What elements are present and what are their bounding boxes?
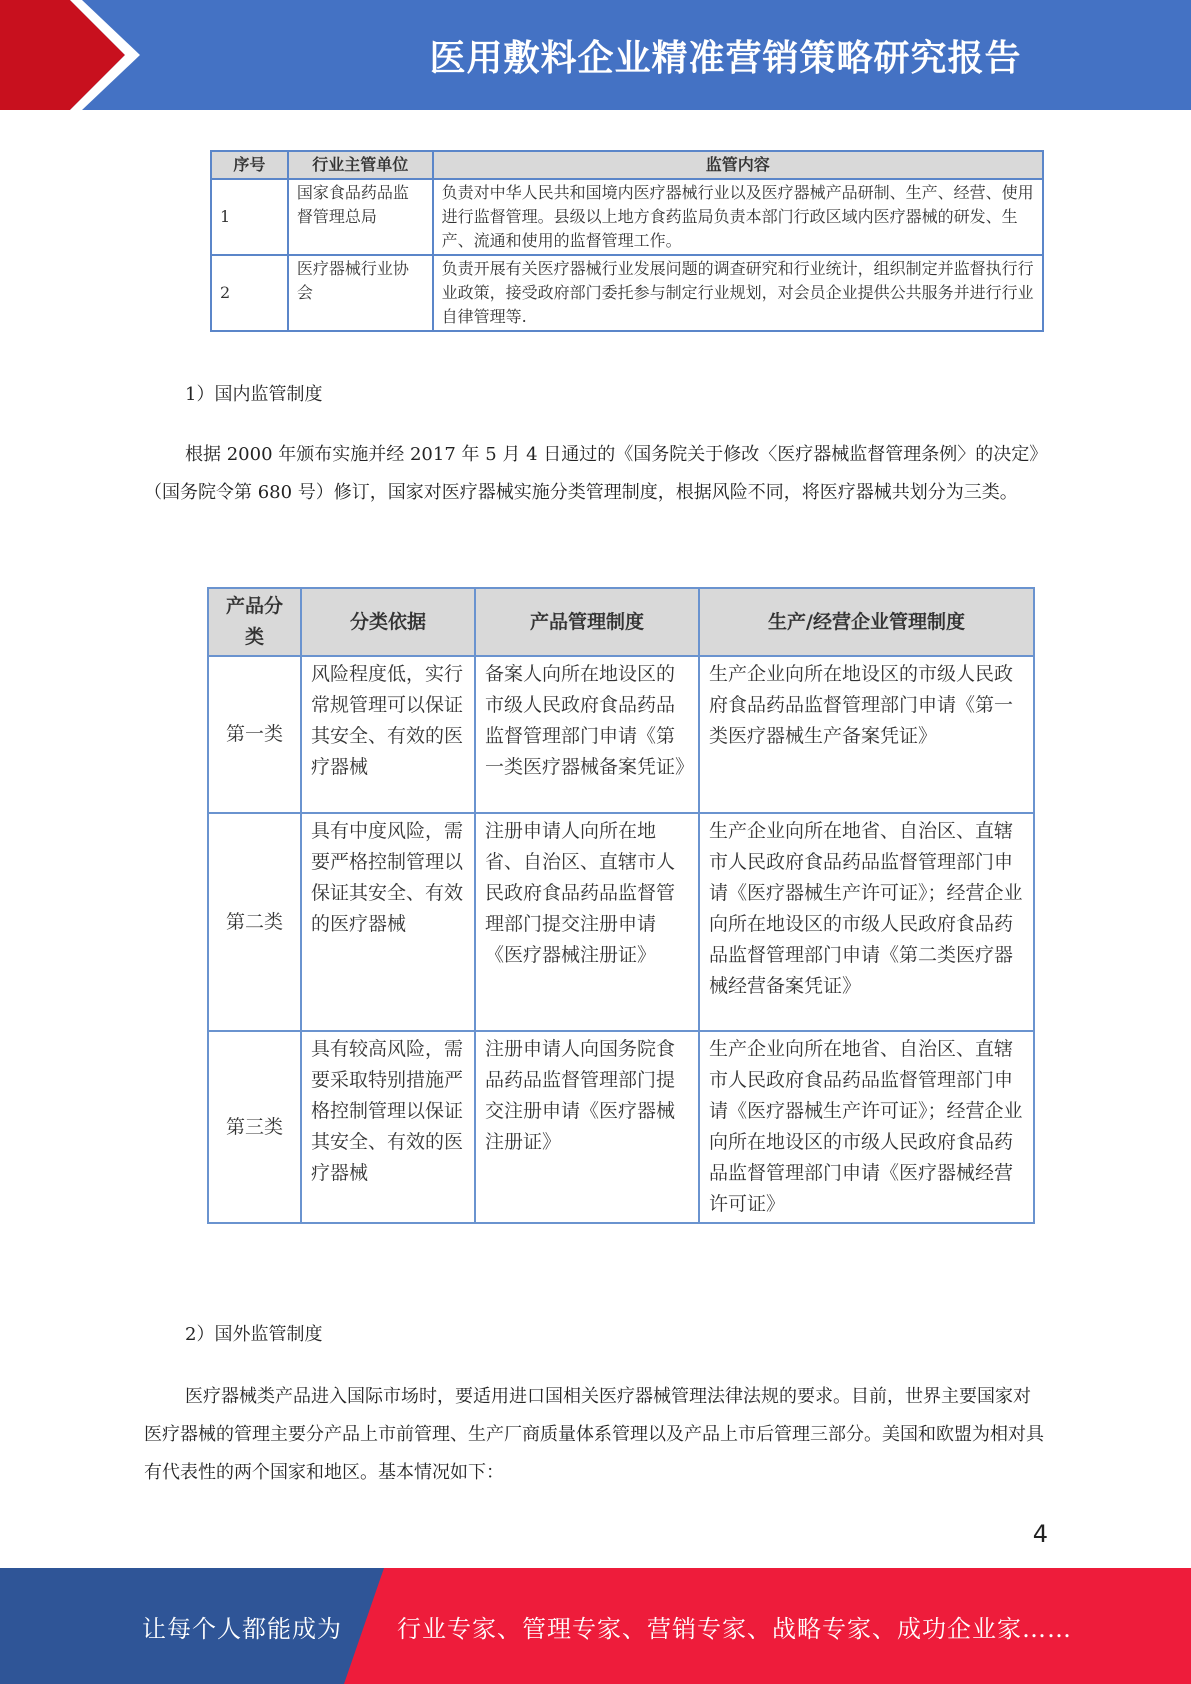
table-row [208, 1031, 1034, 1223]
footer-slogan-right: 行业专家、管理专家、营销专家、战略专家、成功企业家…… [397, 1614, 1072, 1643]
table-header-row [208, 588, 1034, 656]
row-content: 负责对中华人民共和国境内医疗器械行业以及医疗器械产品研制、生产、经营、使用进行监督管理。县级以上地方食药监局负责本部门行政区域内医疗器械的研发、生产、流通和使用的监督管理工作。 [433, 179, 1043, 255]
paragraph-foreign: 医疗器械类产品进入国际市场时，要适用进口国相关医疗器械管理法律法规的要求。目前，世界主要国家对医疗器械的管理主要分产品上市前管理、生产厂商质量体系管理以及产品上市后管理三部分。美国和欧盟为相对具有代表性的两个国家和地区。基本情况如下： [144, 1386, 1044, 1483]
col-header-basis: 分类依据 [301, 588, 475, 656]
row-unit: 医疗器械行业协会 [288, 255, 433, 331]
row-product: 注册申请人向所在地省、自治区、直辖市人民政府食品药品监督管理部门提交注册申请《医疗器械注册证》 [475, 813, 699, 1031]
classification-table [207, 587, 1035, 1224]
row-enterprise: 生产企业向所在地省、自治区、直辖市人民政府食品药品监督管理部门申请《医疗器械生产许可证》；经营企业向所在地设区的市级人民政府食品药品监督管理部门申请《第二类医疗器械经营备案凭证》 [699, 813, 1034, 1031]
row-unit: 国家食品药品监督管理总局 [288, 179, 433, 255]
row-content: 负责开展有关医疗器械行业发展问题的调查研究和行业统计，组织制定并监督执行行业政策，接受政府部门委托参与制定行业规划，对会员企业提供公共服务并进行行业自律管理等. [433, 255, 1043, 331]
header-arrow-decoration [0, 0, 160, 110]
row-product: 备案人向所在地设区的市级人民政府食品药品监督管理部门申请《第一类医疗器械备案凭证》 [475, 656, 699, 813]
row-category: 第三类 [208, 1031, 301, 1223]
table-row [211, 179, 1043, 255]
page-footer [0, 1568, 1191, 1684]
col-header-content: 监管内容 [433, 151, 1043, 179]
page-number: 4 [1032, 1520, 1048, 1548]
paragraph-domestic: 根据 2000 年颁布实施并经 2017 年 5 月 4 日通过的《国务院关于修改〈医疗器械监督管理条例〉的决定》（国务院令第 680 号）修订，国家对医疗器械实施分类管理制度，根据风险不同，将医疗器械共划分为三类。 [144, 444, 1039, 503]
row-enterprise: 生产企业向所在地省、自治区、直辖市人民政府食品药品监督管理部门申请《医疗器械生产许可证》；经营企业向所在地设区的市级人民政府食品药品监督管理部门申请《医疗器械经营许可证》 [699, 1031, 1034, 1223]
row-basis: 具有较高风险，需要采取特别措施严格控制管理以保证其安全、有效的医疗器械 [301, 1031, 475, 1223]
row-category: 第二类 [208, 813, 301, 1031]
table-row [211, 255, 1043, 331]
page-header [0, 0, 1191, 110]
row-product: 注册申请人向国务院食品药品监督管理部门提交注册申请《医疗器械注册证》 [475, 1031, 699, 1223]
col-header-enterprise: 生产/经营企业管理制度 [699, 588, 1034, 656]
report-title: 医用敷料企业精准营销策略研究报告 [429, 37, 1022, 79]
row-num: 1 [211, 179, 288, 255]
regulator-table [210, 150, 1044, 332]
col-header-product: 产品管理制度 [475, 588, 699, 656]
row-basis: 具有中度风险，需要严格控制管理以保证其安全、有效的医疗器械 [301, 813, 475, 1031]
section-heading-domestic: 1）国内监管制度 [185, 384, 323, 405]
row-num: 2 [211, 255, 288, 331]
section-heading-foreign: 2）国外监管制度 [185, 1324, 323, 1345]
row-enterprise: 生产企业向所在地设区的市级人民政府食品药品监督管理部门申请《第一类医疗器械生产备案凭证》 [699, 656, 1034, 813]
col-header-num: 序号 [211, 151, 288, 179]
col-header-category: 产品分类 [208, 588, 301, 656]
table-row [208, 813, 1034, 1031]
footer-slogan-left: 让每个人都能成为 [142, 1614, 342, 1643]
col-header-unit: 行业主管单位 [288, 151, 433, 179]
table-row [208, 656, 1034, 813]
table-header-row [211, 151, 1043, 179]
row-category: 第一类 [208, 656, 301, 813]
row-basis: 风险程度低，实行常规管理可以保证其安全、有效的医疗器械 [301, 656, 475, 813]
